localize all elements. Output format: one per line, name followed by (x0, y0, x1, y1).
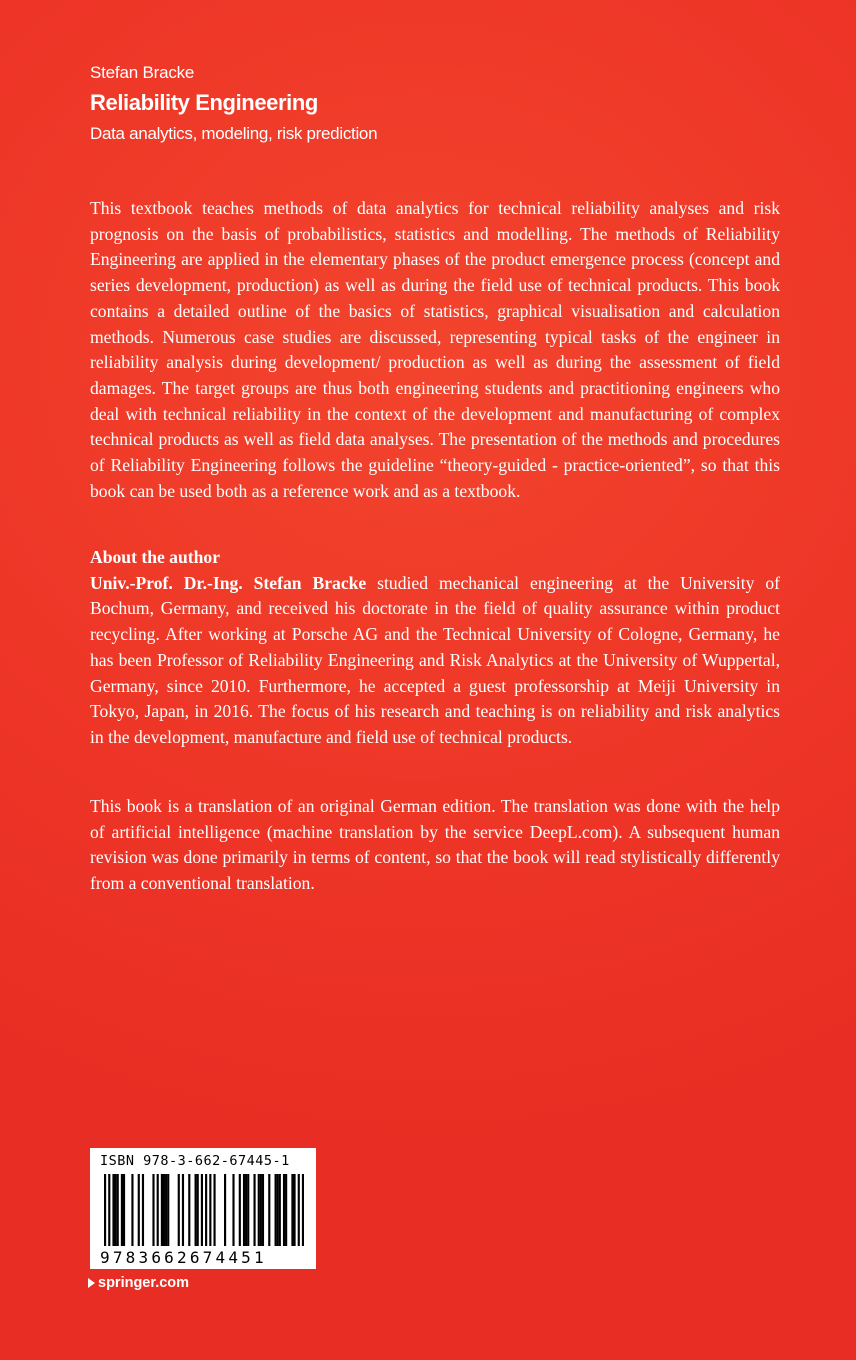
barcode-bar (258, 1174, 260, 1246)
barcode-bars (104, 1174, 304, 1246)
barcode-bar (302, 1174, 304, 1246)
barcode-bar (209, 1174, 211, 1246)
barcode-bar (275, 1174, 277, 1246)
barcode-bar (285, 1174, 287, 1246)
barcode-bar (195, 1174, 197, 1246)
barcode-bar (291, 1174, 293, 1246)
barcode-bar (201, 1174, 203, 1246)
barcode-bar (245, 1174, 247, 1246)
barcode-bar (232, 1174, 234, 1246)
barcode-bar (243, 1174, 245, 1246)
barcode-bar (104, 1174, 106, 1246)
barcode-bar (131, 1174, 133, 1246)
isbn-label: ISBN 978-3-662-67445-1 (100, 1153, 290, 1169)
publisher-url: springer.com (98, 1275, 190, 1291)
author-bio: studied mechanical engineering at the University of Bochum, Germany, and received his doctorate in the field of quality assurance within product recycling. After working at Porsche AG and the Technical University of Cologne, Germany, he has been Professor of Reliability Engineering and Risk Analytics at the University of Wuppertal, Germany, since 2010. Furthermore, he accepted a guest professorship at Meiji University in Tokyo, Japan, in 2016. The focus of his research and teaching is on reliability and risk analytics in the development, manufacture and field use of technical products. (90, 572, 780, 747)
book-description: This textbook teaches methods of data analytics for technical reliability analyses and risk prognosis on the basis of probabilistics, statistics and modelling. The methods of Reliability Engineering are applied in the elementary phases of the product emergence process (concept and series development, production) as well as during the field use of technical products. This book contains a detailed outline of the basics of statistics, graphical visualisation and calculation methods. Numerous case studies are discussed, representing typical tasks of the engineer in reliability analysis during development/ production as well as during the assessment of field damages. The target groups are thus both engineering students and practitioning engineers who deal with technical reliability in the context of the development and manufacturing of complex technical products as well as field data analyses. The presentation of the methods and procedures of Reliability Engineering follows the guideline “theory-guided - practice-oriented”, so that this book can be used both as a reference work and as a textbook. (90, 198, 780, 501)
barcode-bar (260, 1174, 262, 1246)
barcode-bar (247, 1174, 249, 1246)
book-title: Reliability Engineering (90, 90, 318, 115)
barcode-bar (213, 1174, 215, 1246)
barcode-bar (268, 1174, 270, 1246)
barcode-digits: 9783662674451 (100, 1248, 267, 1267)
barcode-bar (178, 1174, 180, 1246)
about-author-text (90, 571, 780, 751)
isbn-barcode (90, 1148, 316, 1269)
publisher-link[interactable] (88, 1275, 189, 1291)
barcode-bar (224, 1174, 226, 1246)
barcode-bar (279, 1174, 281, 1246)
barcode-bar (117, 1174, 119, 1246)
author-name: Stefan Bracke (90, 63, 195, 82)
barcode-bar (138, 1174, 140, 1246)
barcode-bar (165, 1174, 167, 1246)
barcode-bar (298, 1174, 300, 1246)
barcode-bar (112, 1174, 114, 1246)
barcode-bar (197, 1174, 199, 1246)
barcode-bar (277, 1174, 279, 1246)
barcode-bar (262, 1174, 264, 1246)
barcode-bar (121, 1174, 123, 1246)
translation-note: This book is a translation of an original German edition. The translation was done with the help of artificial intelligence (machine translation by the service DeepL.com). A subsequent human revision was done primarily in terms of content, so that the book will read stylistically differently from a conventional translation. (90, 796, 780, 894)
author-full-title: Univ.-Prof. Dr.-Ing. Stefan Bracke (90, 572, 367, 593)
barcode-bar (142, 1174, 144, 1246)
barcode-bar (163, 1174, 165, 1246)
cover-header (90, 62, 377, 146)
about-author-section (90, 545, 780, 751)
barcode-bar (283, 1174, 285, 1246)
barcode-bar (123, 1174, 125, 1246)
about-author-heading: About the author (90, 547, 221, 567)
barcode-bar (167, 1174, 169, 1246)
book-subtitle: Data analytics, modeling, risk prediction (90, 124, 378, 143)
arrow-right-icon (88, 1278, 95, 1288)
barcode-bar (108, 1174, 110, 1246)
barcode-bar (152, 1174, 154, 1246)
barcode-bar (253, 1174, 255, 1246)
barcode-bar (205, 1174, 207, 1246)
barcode-bar (188, 1174, 190, 1246)
barcode-bar (239, 1174, 241, 1246)
barcode-bar (157, 1174, 159, 1246)
barcode-bar (293, 1174, 295, 1246)
barcode-bar (161, 1174, 163, 1246)
barcode-bar (182, 1174, 184, 1246)
barcode-bar (115, 1174, 117, 1246)
